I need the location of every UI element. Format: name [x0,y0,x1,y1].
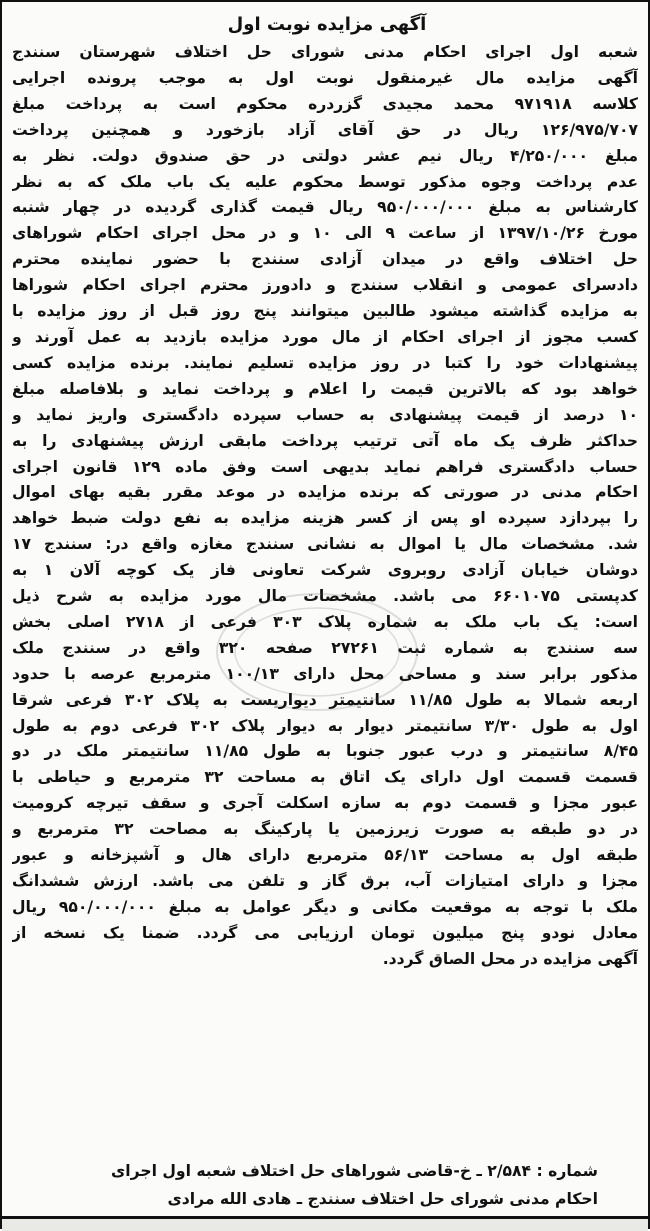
body-line: آگهی مزایده در محل الصاق گردد. [382,949,638,968]
notice-body [12,40,638,973]
bottom-strip [2,1219,648,1231]
body-line: ۱۰ درصد از قیمت پیشنهادی به حساب سپرده دادگستری واریز نماید و [12,405,638,424]
body-line: مورخ ۱۳۹۷/۱۰/۲۶ از ساعت ۹ الی ۱۰ و در محل اجرای احکام شوراهای [12,224,638,243]
body-line: شد. مشخصات مال یا اموال به نشانی سنندج مغازه واقع در: سنندج ۱۷ [12,535,638,554]
body-line: دادسرای عمومی و انقلاب سنندج و دادورز محترم اجرای احکام شوراها [12,276,638,295]
body-line: شعبه اول اجرای احکام مدنی شورای حل اختلاف شهرستان سنندج [12,43,638,61]
body-line: پیشنهادات خود را کتبا در روز مزایده تسلیم نمایند. برنده مزایده کسی [12,353,638,372]
body-line: دوشان خیابان آزادی روبروی شرکت تعاونی فاز یک کوچه آلان ۱ به [12,561,638,580]
body-line: کارشناس به مبلغ ۹۵۰/۰۰۰/۰۰۰ ریال قیمت گذاری گردیده در چهار شنبه [12,198,638,217]
body-line: کلاسه ۹۷۱۹۱۸ محمد مجیدی گزردره محکوم است به پرداخت مبلغ [12,94,638,113]
body-line: سه سنندج به شماره ثبت ۲۷۲۶۱ صفحه ۳۲۰ واقع در سنندج ملک [12,638,638,657]
body-line: مذکور برابر سند و مساحی محل دارای ۱۰۰/۱۳ مترمربع عرصه با حدود [12,664,638,683]
body-line: عبور مجزا و قسمت دوم به سازه اسکلت آجری و سقف تیرچه کرومیت [12,794,638,813]
body-line: مجزا و دارای امتیازات آب، برق گاز و تلفن می باشد. ارزش ششدانگ [12,872,638,890]
body-line: حساب دادگستری فراهم نماید بدیهی است وفق ماده ۱۲۹ قانون اجرای [12,457,638,476]
body-line: را بپردازد سپرده او پس از کسر هزینه مزایده به نفع دولت ضبط خواهد [12,509,638,528]
body-line: احکام مدنی در صورتی که برنده مزایده در موعد مقرر بقیه بهای اموال [12,483,638,502]
body-line: عدم پرداخت وجوه مذکور توسط محکوم علیه یک باب ملک که به نظر [12,172,638,191]
body-line: آگهی مزایده مال غیرمنقول نوبت اول به موجب پرونده اجرایی [12,68,638,87]
body-line: معادل نودو پنج میلیون تومان ارزیابی می گردد. ضمنا یک نسخه از [12,923,638,942]
footer-line-signature: احکام مدنی شورای حل اختلاف سنندج ـ هادی الله مرادی [167,1190,598,1208]
body-line: اول به طول ۳/۳۰ سانتیمتر دیوار به دیوار پلاک ۳۰۲ فرعی دوم به طول [12,716,638,735]
body-line: ۱۲۶/۹۷۵/۷۰۷ ریال در حق آقای آزاد بازخورد و همچنین پرداخت [12,120,638,139]
body-line: خواهد بود که بالاترین قیمت را اعلام و پرداخت نماید و بلافاصله مبلغ [12,379,638,398]
body-line: حل اختلاف واقع در میدان آزادی سنندج با حضور نماینده محترم [12,250,638,269]
footer-line-number: شماره : ۲/۵۸۴ ـ خ-قاضی شوراهای حل اختلاف شعبه اول اجرای [111,1162,598,1180]
body-line: حداکثر ظرف یک ماه آتی ترتیب پرداخت مابقی ارزش پیشنهادی را به [12,431,638,450]
notice-footer [12,1157,638,1213]
body-line: مبلغ ۴/۲۵۰/۰۰۰ ریال نیم عشر دولتی در حق صندوق دولت. نظر به [12,146,638,165]
body-line: کسب مجوز از اجرای احکام از مال مورد مزایده بازدید به عمل آورند و [12,327,638,346]
body-line: ۸/۴۵ سانتیمتر و درب عبور جنوبا به طول ۱۱/۸۵ سانتیمتر ملک در دو [12,742,638,761]
body-line: اربعه شمالا به طول ۱۱/۸۵ سانتیمتر دیواریست به پلاک ۳۰۲ فرعی شرقا [12,690,638,709]
body-line: به مزایده گذاشته میشود طالبین میتوانند پنج روز قبل از روز مزایده با [12,302,638,321]
body-line: طبقه اول به مساحت ۵۶/۱۳ مترمربع دارای هال و آشپزخانه و عبور [12,846,638,865]
body-line: در دو طبقه به صورت زیرزمین یا پارکینگ به مصاحت ۳۲ مترمربع و [12,820,638,839]
body-line: قسمت قسمت اول دارای یک اتاق به مساحت ۳۲ مترمربع و حیاطی با [12,768,638,787]
body-line: است: یک باب ملک به شماره پلاک ۳۰۳ فرعی از ۲۷۱۸ اصلی بخش [12,612,638,631]
body-line: ملک با توجه به موقعیت مکانی و دیگر عوامل به مبلغ ۹۵۰/۰۰۰/۰۰۰ ریال [12,897,638,916]
body-line: کدپستی ۶۶۰۱۰۷۵ می باشد. مشخصات مال مورد مزایده به شرح ذیل [12,587,638,606]
notice-title: آگهی مزایده نوبت اول [227,14,427,35]
